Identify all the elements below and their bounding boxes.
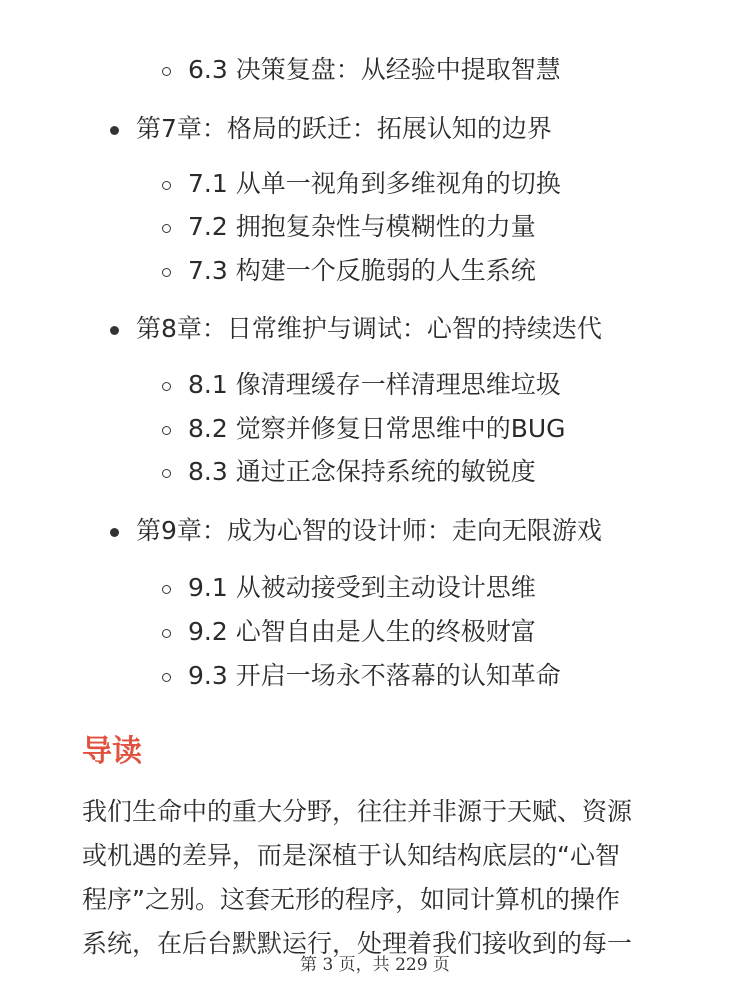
bullet-ring-icon <box>162 426 171 435</box>
toc-section-6-3[interactable]: 6.3 决策复盘：从经验中提取智慧 <box>188 55 561 84</box>
bullet-ring-icon <box>162 673 171 682</box>
page-number-footer: 第 3 页，共 229 页 <box>300 955 450 975</box>
toc-section-8-1[interactable]: 8.1 像清理缓存一样清理思维垃圾 <box>188 370 561 399</box>
bullet-ring-icon <box>162 67 171 76</box>
toc-section-8-3[interactable]: 8.3 通过正念保持系统的敏锐度 <box>188 457 536 486</box>
toc-section-9-1[interactable]: 9.1 从被动接受到主动设计思维 <box>188 573 536 602</box>
toc-section-9-2[interactable]: 9.2 心智自由是人生的终极财富 <box>188 617 536 646</box>
intro-line: 程序”之别。这套无形的程序，如同计算机的操作 <box>82 885 620 914</box>
bullet-dot-icon <box>110 528 119 537</box>
bullet-dot-icon <box>110 126 119 135</box>
intro-heading: 导读 <box>82 734 142 769</box>
intro-line: 我们生命中的重大分野，往往并非源于天赋、资源 <box>82 797 633 826</box>
bullet-ring-icon <box>162 181 171 190</box>
bullet-dot-icon <box>110 326 119 335</box>
toc-chapter-9[interactable]: 第9章：成为心智的设计师：走向无限游戏 <box>136 516 602 545</box>
toc-section-7-2[interactable]: 7.2 拥抱复杂性与模糊性的力量 <box>188 212 536 241</box>
bullet-ring-icon <box>162 268 171 277</box>
toc-chapter-7[interactable]: 第7章：格局的跃迁：拓展认知的边界 <box>136 114 552 143</box>
toc-section-9-3[interactable]: 9.3 开启一场永不落幕的认知革命 <box>188 661 561 690</box>
intro-paragraph <box>82 790 672 966</box>
bullet-ring-icon <box>162 469 171 478</box>
intro-line: 或机遇的差异，而是深植于认知结构底层的“心智 <box>82 841 620 870</box>
bullet-ring-icon <box>162 585 171 594</box>
bullet-ring-icon <box>162 629 171 638</box>
bullet-ring-icon <box>162 382 171 391</box>
toc-section-7-3[interactable]: 7.3 构建一个反脆弱的人生系统 <box>188 256 536 285</box>
bullet-ring-icon <box>162 224 171 233</box>
toc-chapter-8[interactable]: 第8章：日常维护与调试：心智的持续迭代 <box>136 314 602 343</box>
toc-section-8-2[interactable]: 8.2 觉察并修复日常思维中的BUG <box>188 414 566 443</box>
toc-section-7-1[interactable]: 7.1 从单一视角到多维视角的切换 <box>188 169 561 198</box>
intro-line: 系统，在后台默默运行，处理着我们接收到的每一 <box>82 929 633 958</box>
